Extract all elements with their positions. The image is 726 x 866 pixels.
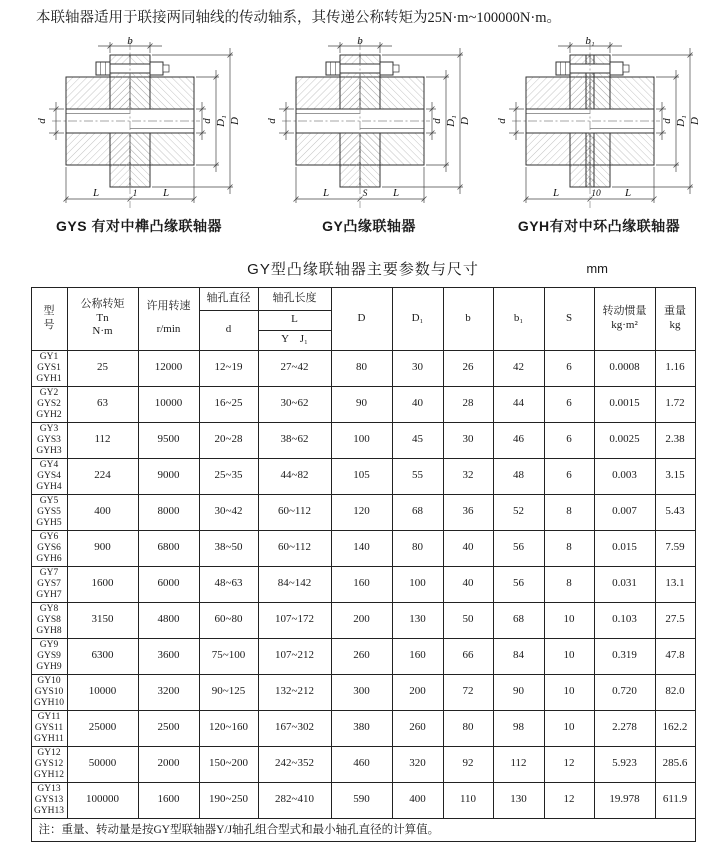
value-cell: 66 [443,638,493,674]
table-unit: mm [586,260,608,276]
model-cell: GY13 GYS13 GYH13 [31,782,67,818]
value-cell: 6800 [138,530,199,566]
value-cell: 12 [544,746,594,782]
value-cell: 30~62 [258,386,331,422]
header-D1: D₁ [392,287,443,350]
value-cell: 160 [392,638,443,674]
coupling-gys-diagram [30,35,248,213]
value-cell: 47.8 [655,638,695,674]
value-cell: 0.007 [594,494,655,530]
value-cell: 1600 [138,782,199,818]
value-cell: 224 [67,458,138,494]
value-cell: 50 [443,602,493,638]
value-cell: 30~42 [199,494,258,530]
value-cell: 611.9 [655,782,695,818]
value-cell: 100000 [67,782,138,818]
value-cell: 10000 [67,674,138,710]
value-cell: 9500 [138,422,199,458]
value-cell: 0.003 [594,458,655,494]
dim-label-bottom-left: L [322,186,330,199]
value-cell: 0.0008 [594,350,655,386]
dim-label-right-bore: d [661,117,673,124]
table-title-row [0,258,726,278]
value-cell: 242~352 [258,746,331,782]
value-cell: 140 [331,530,392,566]
model-cell: GY6 GYS6 GYH6 [31,530,67,566]
value-cell: 200 [331,602,392,638]
value-cell: 30 [392,350,443,386]
model-cell: GY1 GYS1 GYH1 [31,350,67,386]
dim-label-left: d [36,117,48,124]
value-cell: 120 [331,494,392,530]
value-cell: 80 [443,710,493,746]
value-cell: 42 [493,350,544,386]
dim-label-bottom-right: L [624,186,632,199]
dim-label-top: b [357,34,363,47]
value-cell: 68 [392,494,443,530]
value-cell: 84 [493,638,544,674]
value-cell: 55 [392,458,443,494]
value-cell: 52 [493,494,544,530]
value-cell: 10000 [138,386,199,422]
value-cell: 130 [392,602,443,638]
value-cell: 3200 [138,674,199,710]
dim-label-bottom-center: 10 [591,188,601,199]
value-cell: 110 [443,782,493,818]
value-cell: 44 [493,386,544,422]
dim-label-bottom-right: L [162,186,170,199]
value-cell: 5.923 [594,746,655,782]
model-cell: GY3 GYS3 GYH3 [31,422,67,458]
value-cell: 2000 [138,746,199,782]
value-cell: 60~112 [258,530,331,566]
value-cell: 32 [443,458,493,494]
value-cell: 1.72 [655,386,695,422]
dim-label-right-flange: D [229,116,241,125]
value-cell: 90 [331,386,392,422]
model-cell: GY9 GYS9 GYH9 [31,638,67,674]
figure-gyh-caption: GYH有对中环凸缘联轴器 [517,217,681,234]
value-cell: 75~100 [199,638,258,674]
value-cell: 90~125 [199,674,258,710]
value-cell: 132~212 [258,674,331,710]
value-cell: 44~82 [258,458,331,494]
value-cell: 162.2 [655,710,695,746]
value-cell: 6000 [138,566,199,602]
model-cell: GY4 GYS4 GYH4 [31,458,67,494]
value-cell: 26 [443,350,493,386]
value-cell: 92 [443,746,493,782]
value-cell: 20~28 [199,422,258,458]
value-cell: 50000 [67,746,138,782]
header-bore-length-types: Y J₁ [258,330,331,350]
value-cell: 6 [544,458,594,494]
dim-label-right-bore: d [431,117,443,124]
value-cell: 0.103 [594,602,655,638]
header-bore-length-symbol: L [258,310,331,330]
table-row [31,386,695,422]
value-cell: 400 [67,494,138,530]
value-cell: 282~410 [258,782,331,818]
value-cell: 36 [443,494,493,530]
dim-label-right-hub: D₁ [675,114,687,127]
value-cell: 27~42 [258,350,331,386]
value-cell: 105 [331,458,392,494]
value-cell: 2.278 [594,710,655,746]
header-model: 型 号 [31,287,67,350]
value-cell: 90 [493,674,544,710]
table-row [31,674,695,710]
table-row [31,494,695,530]
dim-label-bottom-right: L [392,186,400,199]
value-cell: 25 [67,350,138,386]
value-cell: 112 [493,746,544,782]
value-cell: 5.43 [655,494,695,530]
params-table [31,287,696,842]
value-cell: 130 [493,782,544,818]
value-cell: 0.319 [594,638,655,674]
model-cell: GY8 GYS8 GYH8 [31,602,67,638]
value-cell: 38~62 [258,422,331,458]
value-cell: 10 [544,674,594,710]
value-cell: 4800 [138,602,199,638]
table-row [31,710,695,746]
value-cell: 260 [392,710,443,746]
table-row [31,782,695,818]
value-cell: 13.1 [655,566,695,602]
header-inertia: 转动惯量 kg·m² [594,287,655,350]
value-cell: 112 [67,422,138,458]
dim-label-right-flange: D [459,116,471,125]
header-torque: 公称转矩 Tn N·m [67,287,138,350]
value-cell: 56 [493,530,544,566]
params-table-body [31,350,695,818]
value-cell: 8 [544,530,594,566]
value-cell: 27.5 [655,602,695,638]
value-cell: 590 [331,782,392,818]
value-cell: 260 [331,638,392,674]
table-note: 注：重量、转动量是按GY型联轴器Y/J轴孔组合型式和最小轴孔直径的计算值。 [31,818,695,841]
value-cell: 6 [544,422,594,458]
figure-gyh [484,35,714,236]
value-cell: 200 [392,674,443,710]
value-cell: 25000 [67,710,138,746]
dim-label-right-bore: d [201,117,213,124]
value-cell: 107~172 [258,602,331,638]
model-cell: GY7 GYS7 GYH7 [31,566,67,602]
dim-label-right-flange: D [689,116,701,125]
table-row [31,530,695,566]
coupling-gyh-diagram [490,35,708,213]
value-cell: 100 [392,566,443,602]
value-cell: 56 [493,566,544,602]
value-cell: 150~200 [199,746,258,782]
table-row [31,458,695,494]
value-cell: 3600 [138,638,199,674]
value-cell: 40 [443,566,493,602]
value-cell: 100 [331,422,392,458]
dim-label-bottom-left: L [552,186,560,199]
dim-label-right-hub: D₁ [445,114,457,127]
value-cell: 98 [493,710,544,746]
value-cell: 2.38 [655,422,695,458]
value-cell: 0.031 [594,566,655,602]
value-cell: 7.59 [655,530,695,566]
header-b: b [443,287,493,350]
figures-row [0,29,726,236]
table-row [31,638,695,674]
header-b1: b₁ [493,287,544,350]
value-cell: 12 [544,782,594,818]
value-cell: 25~35 [199,458,258,494]
value-cell: 28 [443,386,493,422]
table-row [31,746,695,782]
value-cell: 40 [392,386,443,422]
params-table-header [31,287,695,350]
table-row [31,350,695,386]
value-cell: 167~302 [258,710,331,746]
value-cell: 10 [544,602,594,638]
value-cell: 120~160 [199,710,258,746]
value-cell: 107~212 [258,638,331,674]
header-weight: 重量 kg [655,287,695,350]
header-bore-diameter-symbol: d [199,310,258,350]
dim-label-bottom-center: 1 [132,188,138,199]
header-bore-length: 轴孔长度 [258,287,331,310]
value-cell: 160 [331,566,392,602]
value-cell: 2500 [138,710,199,746]
value-cell: 80 [392,530,443,566]
value-cell: 0.015 [594,530,655,566]
model-cell: GY12 GYS12 GYH12 [31,746,67,782]
value-cell: 400 [392,782,443,818]
coupling-gy-diagram [260,35,478,213]
value-cell: 6 [544,386,594,422]
model-cell: GY5 GYS5 GYH5 [31,494,67,530]
value-cell: 3.15 [655,458,695,494]
table-row [31,566,695,602]
value-cell: 30 [443,422,493,458]
value-cell: 0.0025 [594,422,655,458]
intro-text: 本联轴器适用于联接两同轴线的传动轴系，其传递公称转矩为25N·m~100000N·m。 [36,10,561,26]
note-row [31,818,695,841]
value-cell: 16~25 [199,386,258,422]
dim-label-top: b₁ [585,34,595,47]
value-cell: 320 [392,746,443,782]
figure-gys [24,35,254,236]
figure-gys-caption: GYS 有对中榫凸缘联轴器 [56,217,222,234]
value-cell: 84~142 [258,566,331,602]
dim-label-left: d [266,117,278,124]
value-cell: 1.16 [655,350,695,386]
value-cell: 10 [544,638,594,674]
value-cell: 6 [544,350,594,386]
value-cell: 72 [443,674,493,710]
value-cell: 6300 [67,638,138,674]
value-cell: 380 [331,710,392,746]
figure-gy [254,35,484,236]
value-cell: 3150 [67,602,138,638]
header-speed: 许用转速 r/min [138,287,199,350]
value-cell: 900 [67,530,138,566]
value-cell: 0.0015 [594,386,655,422]
value-cell: 68 [493,602,544,638]
value-cell: 60~80 [199,602,258,638]
header-S: S [544,287,594,350]
header-D: D [331,287,392,350]
value-cell: 0.720 [594,674,655,710]
value-cell: 80 [331,350,392,386]
value-cell: 12~19 [199,350,258,386]
model-cell: GY2 GYS2 GYH2 [31,386,67,422]
value-cell: 8 [544,494,594,530]
dim-label-left: d [496,117,508,124]
value-cell: 8 [544,566,594,602]
table-row [31,602,695,638]
value-cell: 300 [331,674,392,710]
value-cell: 82.0 [655,674,695,710]
table-row [31,422,695,458]
value-cell: 19.978 [594,782,655,818]
value-cell: 48 [493,458,544,494]
model-cell: GY10 GYS10 GYH10 [31,674,67,710]
dim-label-bottom-left: L [92,186,100,199]
value-cell: 12000 [138,350,199,386]
header-bore-diameter: 轴孔直径 [199,287,258,310]
value-cell: 460 [331,746,392,782]
figure-gy-caption: GY凸缘联轴器 [322,217,416,234]
table-title: GY型凸缘联轴器主要参数与尺寸 [247,260,479,278]
model-cell: GY11 GYS11 GYH11 [31,710,67,746]
value-cell: 63 [67,386,138,422]
value-cell: 48~63 [199,566,258,602]
value-cell: 10 [544,710,594,746]
value-cell: 60~112 [258,494,331,530]
value-cell: 40 [443,530,493,566]
dim-label-right-hub: D₁ [215,114,227,127]
value-cell: 45 [392,422,443,458]
value-cell: 38~50 [199,530,258,566]
value-cell: 1600 [67,566,138,602]
dim-label-bottom-center: S [362,188,368,199]
value-cell: 8000 [138,494,199,530]
value-cell: 285.6 [655,746,695,782]
value-cell: 46 [493,422,544,458]
dim-label-top: b [127,34,133,47]
value-cell: 9000 [138,458,199,494]
value-cell: 190~250 [199,782,258,818]
